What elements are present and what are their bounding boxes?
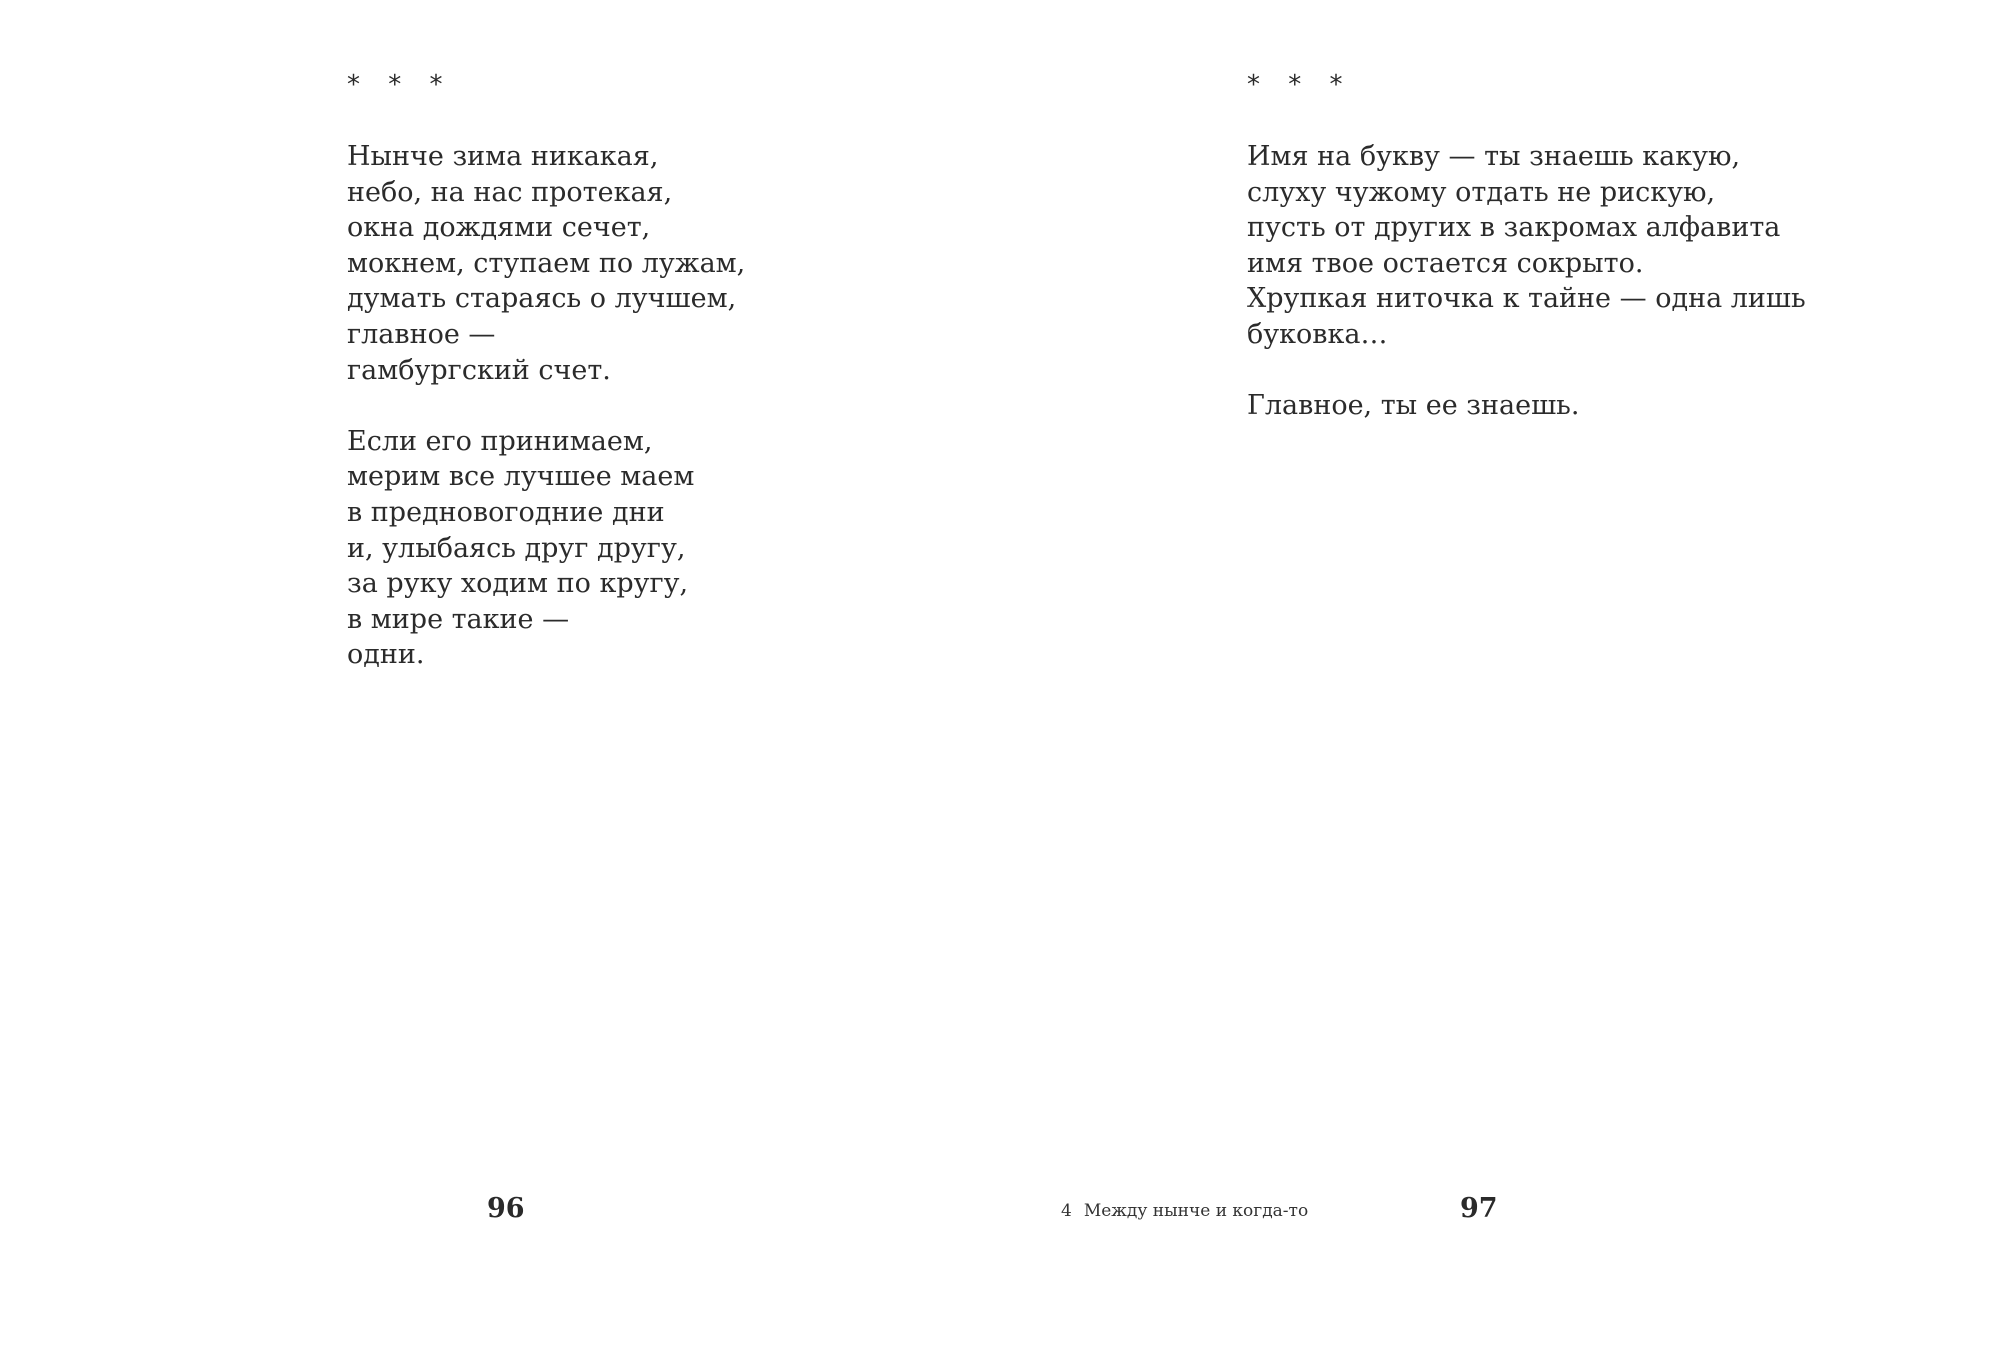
poem-line: небо, на нас протекая, [347,176,673,208]
section-stars: * * * [1247,70,1353,100]
poem-line: думать стараясь о лучшем, [347,283,737,315]
section-stars: * * * [347,70,453,100]
poem-line: пусть от других в закромах алфавита [1247,212,1781,244]
right-page [1000,0,2000,1345]
poem-line: Нынче зима никакая, [347,141,659,172]
poem-line: в мире такие — [347,603,570,635]
poem-line: имя твое остается сокрыто. [1247,247,1644,279]
poem-line: Хрупкая ниточка к тайне — одна лишь [1247,283,1806,315]
stanza-2 [347,424,745,673]
poem-line: мерим все лучшее маем [347,461,695,493]
poem-line: Главное, ты ее знаешь. [1247,390,1580,422]
poem-line: за руку ходим по кругу, [347,568,689,600]
poem-line: главное — [347,318,496,350]
stanza-1 [347,139,745,388]
poem-line: буковка… [1247,318,1388,350]
stanza-2 [1247,388,1806,424]
poem-line: мокнем, ступаем по лужам, [347,247,746,279]
poem-line: в предновогодние дни [347,496,665,528]
poem-line: Имя на букву — ты знаешь какую, [1247,141,1741,172]
running-head [1061,1201,1308,1221]
poem-line: гамбургский счет. [347,354,611,386]
poem-line: окна дождями сечет, [347,212,651,244]
poem-line: Если его принимаем, [347,425,653,457]
chapter-title: Между нынче и когда-то [1083,1201,1309,1221]
stanza-1 [1247,139,1806,353]
poem-right [1247,67,1806,459]
page-number-left: 96 [487,1193,525,1224]
chapter-number: 4 [1061,1201,1072,1221]
page-number-right: 97 [1460,1193,1498,1224]
poem-line: одни. [347,639,425,671]
poem-left [347,67,745,709]
poem-line: и, улыбаясь друг другу, [347,532,686,564]
poem-line: слуху чужому отдать не рискую, [1247,176,1716,208]
